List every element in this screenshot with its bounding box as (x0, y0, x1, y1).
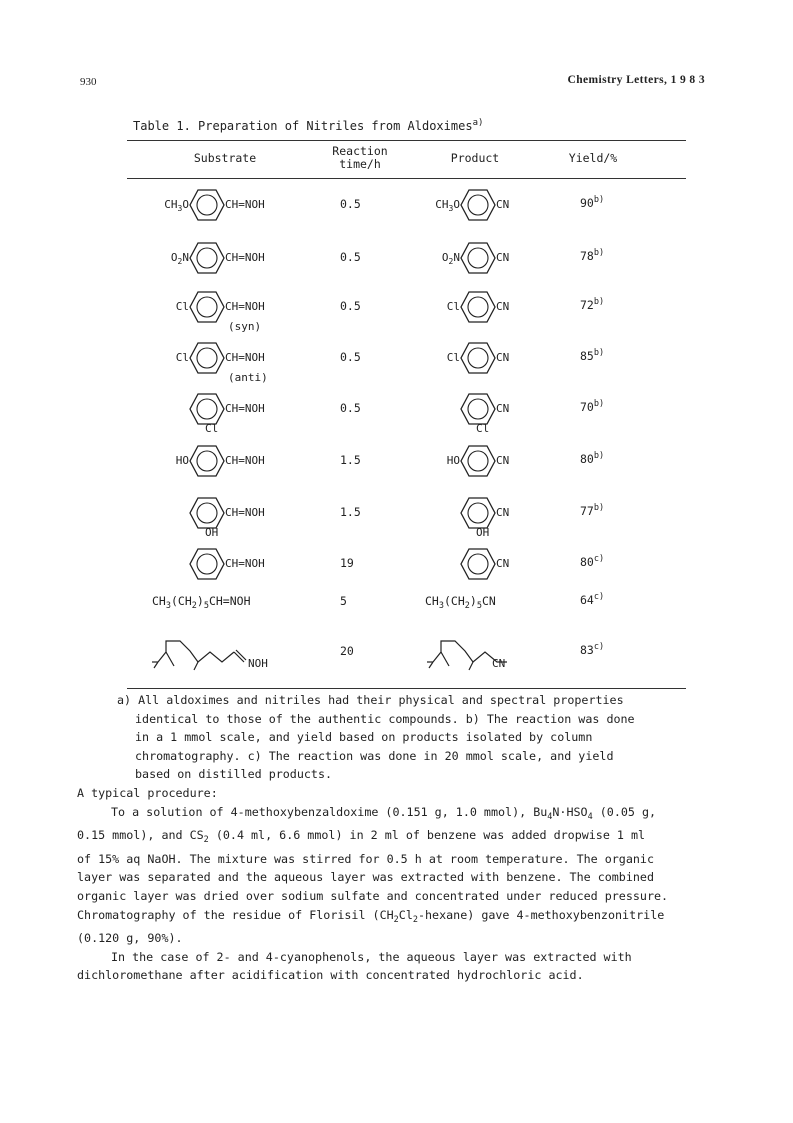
table-header-rule (127, 178, 686, 179)
procedure-line: (0.120 g, 90%). (77, 931, 183, 946)
product-benzene-ring-icon (460, 291, 496, 323)
page-number: 930 (80, 76, 97, 88)
substrate-isomer-note: (syn) (228, 320, 262, 333)
column-header-reaction-time (320, 145, 400, 171)
substrate-benzene-ring-icon (189, 291, 225, 323)
product-left-substituent: HO (446, 454, 460, 467)
yield-cell (580, 503, 604, 518)
footnote-line: chromatography. c) The reaction was done in 20 mmol scale, and yield (135, 748, 614, 763)
product-right-substituent: CN (496, 351, 510, 364)
substrate-left-substituent: $O_2N$ (170, 251, 189, 266)
yield-cell (580, 348, 604, 363)
reaction-time-cell: 0.5 (340, 250, 361, 264)
journal-running-head: Chemistry Letters, 1 9 8 3 (567, 74, 705, 86)
procedure-line: In the case of 2- and 4-cyanophenols, the aqueous layer was extracted with (111, 949, 632, 964)
table-title-note: a) (472, 118, 484, 128)
yield-cell (580, 399, 604, 414)
column-header-product: Product (450, 151, 500, 165)
footnote-line: based on distilled products. (135, 767, 333, 782)
reaction-time-cell: 0.5 (340, 299, 361, 313)
product-benzene-ring-icon (460, 342, 496, 374)
product-ortho-substituent: Cl (476, 422, 490, 435)
yield-value: 64 (580, 593, 594, 607)
yield-footnote-marker: b) (593, 399, 605, 409)
reaction-time-cell: 1.5 (340, 505, 361, 519)
substrate-left-substituent: Cl (175, 351, 189, 364)
column-header-time-line1: Reaction (332, 144, 388, 158)
table-title (133, 118, 483, 133)
product-benzene-ring-icon (460, 445, 496, 477)
yield-footnote-marker: b) (593, 348, 605, 358)
substrate-right-substituent: CH=NOH (225, 251, 265, 264)
yield-value: 90 (580, 196, 594, 210)
substrate-ortho-substituent: OH (205, 526, 219, 539)
procedure-line: of 15% aq NaOH. The mixture was stirred for 0.5 h at room temperature. The organic (77, 851, 654, 866)
yield-cell (580, 554, 604, 569)
product-nitrile-group: CN (492, 657, 506, 670)
substrate-benzene-ring-icon (189, 393, 225, 425)
product-right-substituent: CN (496, 454, 510, 467)
yield-footnote-marker: b) (593, 248, 605, 258)
substrate-right-substituent: CH=NOH (225, 198, 265, 211)
product-benzene-ring-icon (460, 393, 496, 425)
yield-value: 78 (580, 249, 594, 263)
substrate-formula: $CH_3(CH_2)_5CH=NOH$ (152, 594, 251, 611)
substrate-benzene-ring-icon (189, 342, 225, 374)
substrate-left-substituent: $CH_3O$ (164, 198, 189, 213)
yield-value: 80 (580, 555, 594, 569)
product-right-substituent: CN (496, 198, 510, 211)
yield-value: 85 (580, 349, 594, 363)
substrate-right-substituent: CH=NOH (225, 454, 265, 467)
procedure-line: layer was separated and the aqueous layer was extracted with benzene. The combined (77, 870, 654, 885)
yield-value: 72 (580, 298, 594, 312)
procedure-heading: A typical procedure: (77, 786, 218, 800)
yield-cell (580, 451, 604, 466)
product-right-substituent: CN (496, 251, 510, 264)
yield-footnote-marker: b) (593, 451, 605, 461)
product-left-substituent: Cl (446, 300, 460, 313)
procedure-line: To a solution of 4-methoxybenzaldoxime (0.151 g, 1.0 mmol), $Bu_4N\cdot HSO_4$ (0.05 g, (111, 804, 657, 822)
product-benzene-ring-icon (460, 189, 496, 221)
yield-value: 77 (580, 504, 594, 518)
product-right-substituent: CN (496, 557, 510, 570)
yield-cell (580, 248, 604, 263)
yield-value: 80 (580, 452, 594, 466)
footnote-line: a) All aldoximes and nitriles had their physical and spectral properties (117, 693, 624, 707)
yield-cell (580, 592, 604, 607)
substrate-benzene-ring-icon (189, 189, 225, 221)
yield-footnote-marker: b) (593, 297, 605, 307)
procedure-section (77, 784, 717, 985)
substrate-left-substituent: Cl (175, 300, 189, 313)
substrate-left-substituent: HO (175, 454, 189, 467)
product-ortho-substituent: OH (476, 526, 490, 539)
substrate-benzene-ring-icon (189, 497, 225, 529)
yield-footnote-marker: b) (593, 195, 605, 205)
substrate-right-substituent: CH=NOH (225, 557, 265, 570)
yield-value: 83 (580, 643, 594, 657)
product-benzene-ring-icon (460, 497, 496, 529)
yield-value: 70 (580, 400, 594, 414)
reaction-time-cell: 19 (340, 556, 354, 570)
reaction-time-cell: 20 (340, 644, 354, 658)
substrate-benzene-ring-icon (189, 242, 225, 274)
table-bottom-rule (127, 688, 686, 689)
product-left-substituent: $CH_3O$ (435, 198, 460, 213)
footnote-line: in a 1 mmol scale, and yield based on products isolated by column (135, 730, 593, 745)
product-formula: $CH_3(CH_2)_5CN$ (425, 594, 496, 611)
procedure-line: Chromatography of the residue of Florisil $(CH_2Cl_2-hexane)$ gave 4-methoxybenzonitrile (77, 907, 665, 925)
substrate-right-substituent: CH=NOH (225, 351, 265, 364)
yield-footnote-marker: c) (593, 642, 605, 652)
table-top-rule (127, 140, 686, 141)
product-right-substituent: CN (496, 506, 510, 519)
yield-cell (580, 195, 604, 210)
yield-footnote-marker: c) (593, 554, 605, 564)
product-left-substituent: Cl (446, 351, 460, 364)
product-benzene-ring-icon (460, 242, 496, 274)
yield-footnote-marker: c) (593, 592, 605, 602)
substrate-right-substituent: CH=NOH (225, 506, 265, 519)
reaction-time-cell: 1.5 (340, 453, 361, 467)
procedure-line: 0.15 mmol), and $CS_2$ (0.4 ml, 6.6 mmol) in 2 ml of benzene was added dropwise 1 ml (77, 828, 646, 846)
column-header-time-line2: time/h (339, 157, 381, 171)
yield-cell (580, 297, 604, 312)
reaction-time-cell: 5 (340, 594, 347, 608)
procedure-line: dichloromethane after acidification with concentrated hydrochloric acid. (77, 968, 584, 983)
reaction-time-cell: 0.5 (340, 197, 361, 211)
column-header-yield: Yield/% (568, 151, 618, 165)
product-benzene-ring-icon (460, 548, 496, 580)
product-right-substituent: CN (496, 402, 510, 415)
table-footnotes (117, 691, 687, 784)
substrate-isomer-note: (anti) (228, 371, 268, 384)
product-right-substituent: CN (496, 300, 510, 313)
substrate-benzene-ring-icon (189, 445, 225, 477)
reaction-time-cell: 0.5 (340, 401, 361, 415)
product-left-substituent: $O_2N$ (441, 251, 460, 266)
column-header-substrate: Substrate (193, 151, 257, 165)
substrate-right-substituent: CH=NOH (225, 300, 265, 313)
yield-cell (580, 642, 604, 657)
reaction-time-cell: 0.5 (340, 350, 361, 364)
substrate-benzene-ring-icon (189, 548, 225, 580)
yield-footnote-marker: b) (593, 503, 605, 513)
table-title-text: Table 1. Preparation of Nitriles from Aldoximes (133, 119, 473, 133)
procedure-line: organic layer was dried over sodium sulfate and concentrated under reduced pressure. (77, 888, 669, 903)
substrate-ortho-substituent: Cl (205, 422, 219, 435)
footnote-line: identical to those of the authentic compounds. b) The reaction was done (135, 711, 635, 726)
substrate-oxime-group: NOH (248, 657, 268, 670)
substrate-right-substituent: CH=NOH (225, 402, 265, 415)
